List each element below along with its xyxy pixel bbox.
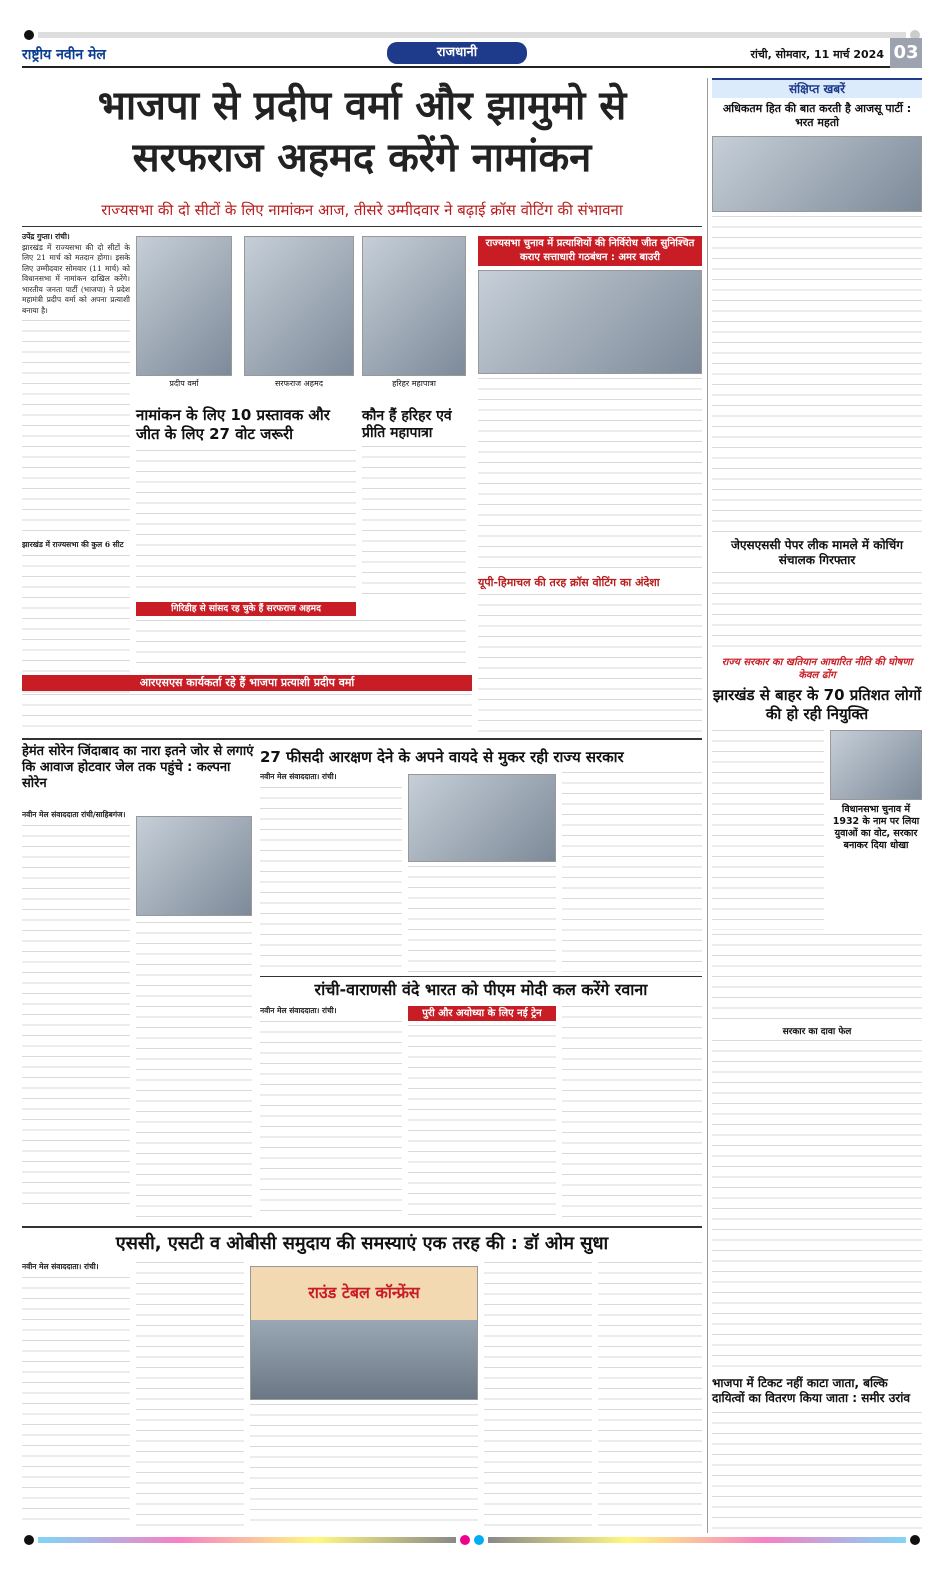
proposers-box-text xyxy=(136,450,356,596)
lead-body-more xyxy=(22,555,130,695)
photo-press-conference xyxy=(478,270,702,374)
lead-headline-line1: भाजपा से प्रदीप वर्मा और झामुमो से xyxy=(97,83,627,129)
divider xyxy=(22,738,702,740)
harihar-box-text xyxy=(362,446,466,596)
obc-headline: एससी, एसटी व ओबीसी समुदाय की समस्याएं एक तरह की : डॉ ओम सुधा xyxy=(115,1233,609,1254)
new-train-band: पुरी और अयोध्या के लिए नई ट्रेन xyxy=(408,1006,556,1021)
photo-ajsu-meeting xyxy=(712,136,922,212)
section-label: राजधानी xyxy=(387,42,527,64)
bottom-color-strip xyxy=(22,1535,922,1545)
train-text xyxy=(260,1006,402,1220)
kalpana-text xyxy=(22,810,130,1220)
obc-text-5 xyxy=(598,1262,702,1530)
lead-body-more xyxy=(22,320,130,540)
domicile-text-2 xyxy=(712,934,922,1024)
caption-harihar-mahapatra: हरिहर महापात्रा xyxy=(392,379,436,388)
photo-reservation-meeting xyxy=(408,774,556,862)
obc-text-3 xyxy=(250,1404,478,1530)
lead-subheadline: राज्यसभा की दो सीटों के लिए नामांकन आज, तीसरे उम्मीदवार ने बढ़ाई क्रॉस वोटिंग की संभावना xyxy=(101,201,623,219)
brand-name: राष्ट्रीय नवीन मेल xyxy=(22,47,106,63)
rss-text xyxy=(22,694,472,734)
obc-text-2 xyxy=(136,1262,244,1530)
jssc-headline: जेएसएससी पेपर लीक मामले में कोचिंग संचालक गिरफ्तार xyxy=(730,538,904,567)
newspaper-page xyxy=(22,30,922,1545)
kalpana-byline: नवीन मेल संवाददाता रांची/साहिबगंज। xyxy=(22,810,126,819)
ajsu-headline: अधिकतम हित की बात करती है आजसू पार्टी : भरत महतो xyxy=(722,102,912,129)
kalpana-text-2 xyxy=(136,922,252,1222)
page-number: 03 xyxy=(890,38,922,68)
lead-body-text: झारखंड में राज्यसभा की दो सीटों के लिए 21 मार्च को मतदान होगा। इसके लिए उम्मीदवार सोमवार (11 मार्च) को विधानसभा में नामांकन दाखिल करेंगे। भारतीय जनता पार्टी (भाजपा) ने प्रदेश महामंत्री प्रदीप वर्मा को अपना प्रत्याशी बनाया है। xyxy=(22,242,130,315)
photo-harihar-mahapatra xyxy=(362,236,466,376)
issue-date: रांची, सोमवार, 11 मार्च 2024 xyxy=(750,48,884,61)
train-text-3 xyxy=(562,1006,702,1220)
photo-kalpana-soren xyxy=(136,816,252,916)
domicile-headline: झारखंड से बाहर के 70 प्रतिशत लोगों की हो रही नियुक्ति xyxy=(712,686,922,723)
photo-sarfaraz-ahmad xyxy=(244,236,354,376)
caption-sarfaraz-ahmad: सरफराज अहमद xyxy=(274,379,324,388)
lead-body-column xyxy=(22,232,130,732)
amar-bauri-text xyxy=(478,378,702,574)
registration-mark xyxy=(24,1535,34,1545)
giridih-band: गिरिडीह से सांसद रह चुके हैं सरफराज अहमद xyxy=(136,602,356,616)
brief-news-tag: संक्षिप्त खबरें xyxy=(712,78,922,98)
kalpana-headline: हेमंत सोरेन जिंदाबाद का नारा इतने जोर से लगाएं कि आवाज होटवार जेल तक पहुंचे : कल्पना सोरेन xyxy=(22,744,254,791)
top-color-strip xyxy=(22,30,922,40)
amar-bauri-band: राज्यसभा चुनाव में प्रत्याशियों की निर्विरोध जीत सुनिश्चित कराए सत्ताधारी गठबंधन : अमर बाउरी xyxy=(478,236,702,266)
ajsu-text xyxy=(712,216,922,534)
bjp-ticket-text xyxy=(712,1412,922,1530)
bjp-ticket-headline: भाजपा में टिकट नहीं काटा जाता, बल्कि दायित्वों का वितरण किया जाता : समीर उरांव xyxy=(712,1376,911,1405)
reservation-text-3 xyxy=(562,772,702,972)
rss-band: आरएसएस कार्यकर्ता रहे हैं भाजपा प्रत्याशी प्रदीप वर्मा xyxy=(22,675,472,691)
domicile-subhead: सरकार का दावा फेल xyxy=(782,1027,852,1037)
domicile-kicker: राज्य सरकार का खतियान आधारित नीति की घोषणा केवल ढोंग xyxy=(721,657,913,681)
reservation-text xyxy=(260,772,402,972)
lead-section-heading: झारखंड में राज्यसभा की कुल 6 सीट xyxy=(22,540,124,549)
obc-byline: नवीन मेल संवाददाता। रांची। xyxy=(22,1262,99,1271)
train-headline: रांची-वाराणसी वंदे भारत को पीएम मोदी कल करेंगे रवाना xyxy=(314,980,648,999)
obc-text xyxy=(22,1262,130,1530)
divider xyxy=(260,976,702,977)
registration-mark xyxy=(910,1535,920,1545)
domicile-text xyxy=(712,730,824,930)
jssc-text xyxy=(712,572,922,652)
divider xyxy=(22,1226,702,1228)
registration-mark xyxy=(474,1535,484,1545)
cross-voting-text xyxy=(478,594,702,734)
cross-voting-subhead: यूपी-हिमाचल की तरह क्रॉस वोटिंग का अंदेशा xyxy=(478,576,660,589)
divider xyxy=(22,226,702,227)
proposers-box-headline: नामांकन के लिए 10 प्रस्तावक और जीत के लिए 27 वोट जरूरी xyxy=(136,406,330,443)
photo-speaker xyxy=(830,730,922,800)
registration-mark xyxy=(460,1535,470,1545)
train-byline: नवीन मेल संवाददाता। रांची। xyxy=(260,1006,337,1015)
registration-mark xyxy=(24,30,34,40)
column-divider xyxy=(707,78,708,1533)
domicile-pullquote: विधानसभा चुनाव में 1932 के नाम पर लिया युवाओं का वोट, सरकार बनाकर दिया धोखा xyxy=(832,804,920,851)
harihar-box-headline: कौन हैं हरिहर एवं प्रीति महापात्रा xyxy=(362,408,452,441)
train-text-2 xyxy=(408,1025,556,1220)
lead-headline xyxy=(22,80,702,184)
masthead xyxy=(22,42,922,68)
lead-headline-line2: सरफराज अहमद करेंगे नामांकन xyxy=(132,135,592,181)
reservation-headline: 27 फीसदी आरक्षण देने के अपने वायदे से मुकर रही राज्य सरकार xyxy=(260,748,624,766)
giridih-text xyxy=(136,620,466,670)
lead-byline: उपेंद्र गुप्ता। रांची। xyxy=(22,232,70,241)
photo-pradeep-verma xyxy=(136,236,232,376)
reservation-byline: नवीन मेल संवाददाता। रांची। xyxy=(260,772,337,781)
obc-text-4 xyxy=(484,1262,592,1530)
reservation-text-2 xyxy=(408,866,556,972)
domicile-text-3 xyxy=(712,1040,922,1370)
banner-text: राउंड टेबल कॉन्फ्रेंस xyxy=(308,1283,420,1302)
photo-round-table-conference xyxy=(250,1266,478,1400)
caption-pradeep-verma: प्रदीप वर्मा xyxy=(169,379,199,388)
